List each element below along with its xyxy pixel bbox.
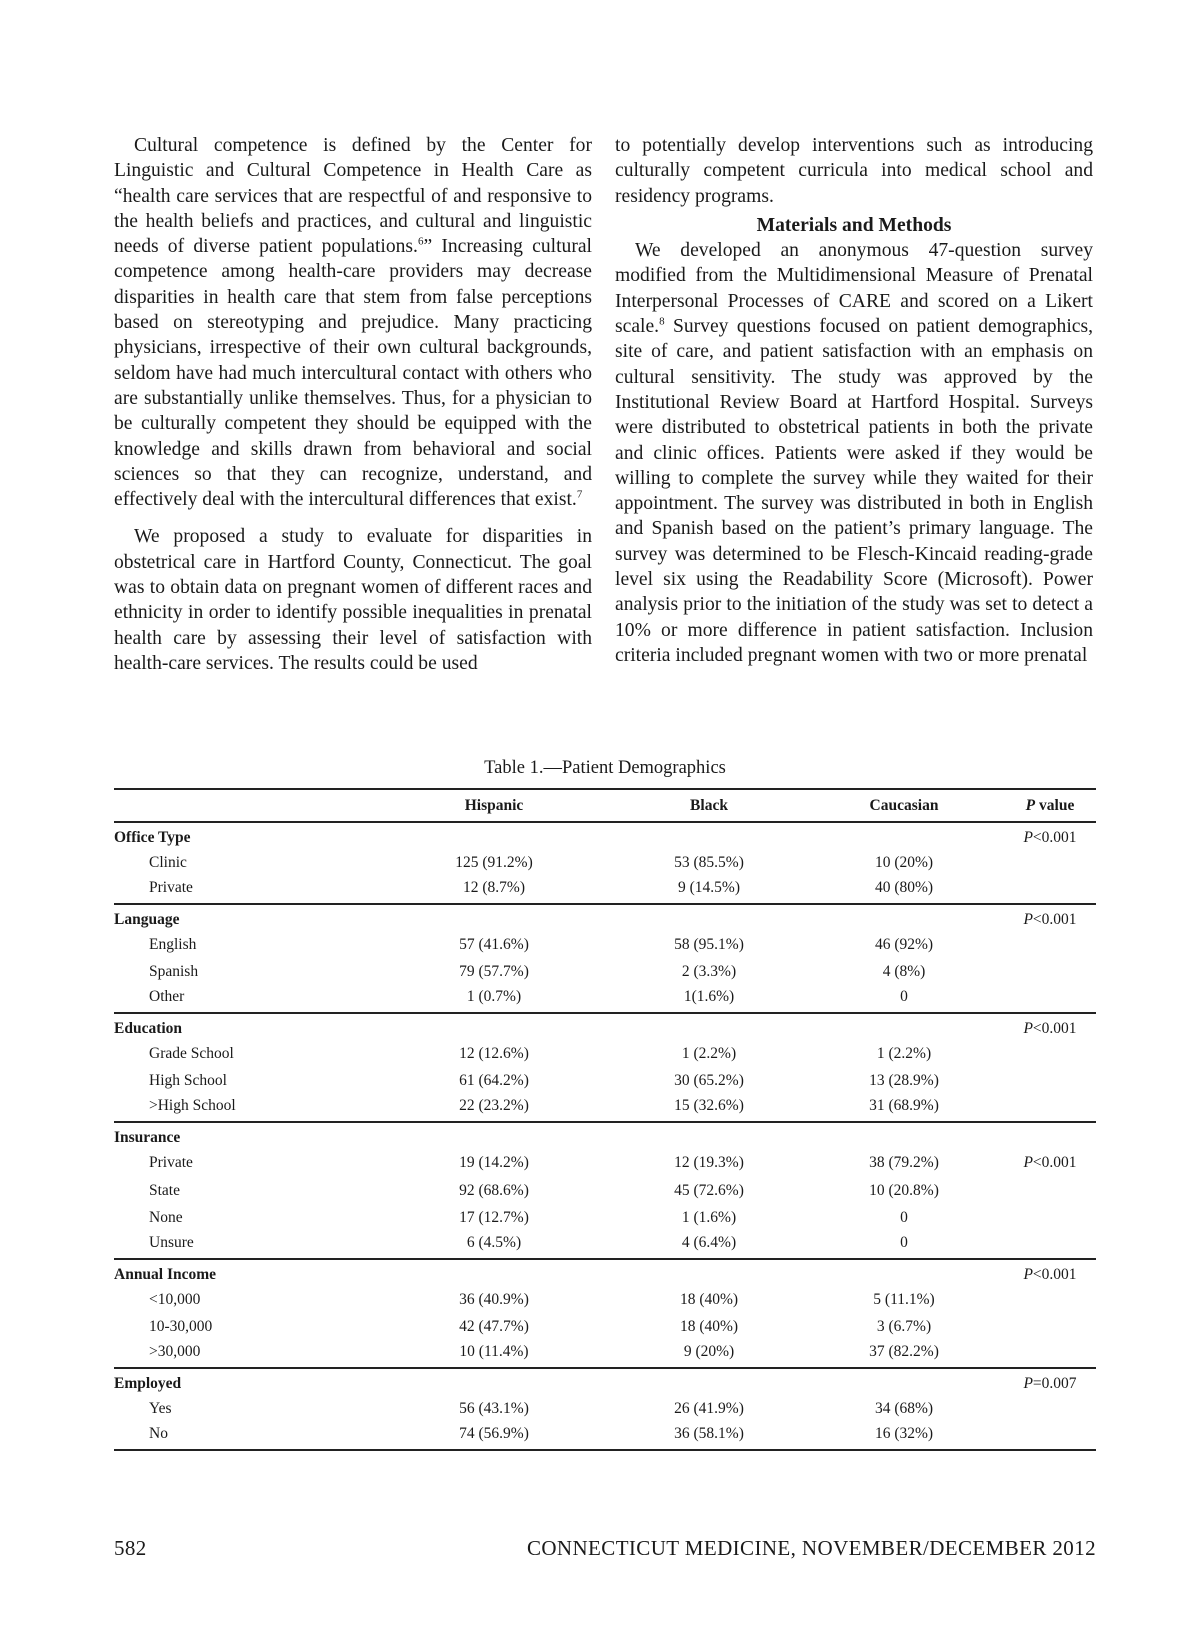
table-cell: 1 (0.7%) [466, 987, 522, 1005]
row-label: >High School [149, 1097, 236, 1115]
table-row [114, 1423, 1096, 1450]
table-cell [374, 822, 614, 849]
row-label: High School [149, 1072, 227, 1090]
table-group-header-row [114, 904, 1096, 931]
table-cell: 56 (43.1%) [459, 1399, 529, 1417]
table-cell: 5 (11.1%) [873, 1290, 935, 1308]
methods-paragraph [615, 238, 1093, 668]
table-cell: 1(1.6%) [683, 987, 735, 1005]
table-cell: 3 (6.7%) [876, 1317, 932, 1335]
table-cell [374, 1013, 614, 1040]
header-label [114, 789, 374, 822]
header-caucasian: Caucasian [869, 796, 939, 814]
table-cell: 61 (64.2%) [459, 1072, 529, 1090]
pvalue-cell: P<0.001 [1023, 1265, 1077, 1283]
table-cell: 0 [900, 987, 908, 1005]
table-cell [374, 1259, 614, 1286]
category-label: Office Type [114, 829, 191, 847]
table-cell: 34 (68%) [874, 1399, 934, 1417]
row-label: English [149, 935, 197, 953]
table-row [114, 1095, 1096, 1122]
table-group-header-row [114, 1259, 1096, 1286]
table-cell: 36 (40.9%) [459, 1290, 529, 1308]
table-group-header-row [114, 1122, 1096, 1149]
table-cell: 19 (14.2%) [459, 1154, 529, 1172]
table-cell: 10 (20%) [874, 853, 934, 871]
table-cell [614, 1122, 804, 1149]
pvalue-cell [1004, 1313, 1096, 1340]
table-row [114, 1395, 1096, 1422]
table-cell: 0 [900, 1208, 908, 1226]
pvalue-cell [1004, 1177, 1096, 1204]
table-row [114, 877, 1096, 904]
table-group [114, 822, 1096, 904]
table-row [114, 1313, 1096, 1340]
table-cell: 30 (65.2%) [674, 1072, 744, 1090]
category-label: Language [114, 911, 180, 929]
row-label: Grade School [149, 1045, 234, 1063]
intro-paragraph [114, 133, 592, 512]
table-cell: 45 (72.6%) [674, 1181, 744, 1199]
table-row [114, 1150, 1096, 1177]
table-row [114, 1040, 1096, 1067]
table-cell: 12 (12.6%) [459, 1045, 529, 1063]
table-cell [374, 1368, 614, 1395]
pvalue-cell [1004, 1423, 1096, 1450]
pvalue-cell [1004, 1095, 1096, 1122]
table-group-header-row [114, 1368, 1096, 1395]
table-row [114, 1286, 1096, 1313]
pvalue-cell [1004, 1341, 1096, 1368]
table-cell: 125 (91.2%) [455, 853, 533, 871]
continuation-paragraph: to potentially develop interventions such as introducing culturally competent curricula into medical school and residency programs. [615, 135, 1093, 207]
intro-text-continued: ” Increasing cultural competence among health-care providers may decrease disparities in health care that stem from false perceptions based on stereotyping and prejudice. Many practicing physicians, irrespective of their own cultural backgrounds, seldom have had much intercultural contact with others who are substantially unlike themselves. Thus, for a physician to be culturally competent they should be equipped with the knowledge and skills drawn from behavioral and social sciences so that they can recognize, understand, and effectively deal with the intercultural differences that exist. [114, 236, 593, 511]
pvalue-cell: P<0.001 [1023, 1020, 1077, 1038]
pvalue-cell: P<0.001 [1023, 911, 1077, 929]
row-label: State [149, 1181, 180, 1199]
table-title: Table 1.—Patient Demographics [484, 758, 726, 778]
table-cell [614, 1259, 804, 1286]
table-cell: 12 (19.3%) [674, 1154, 744, 1172]
pvalue-cell [1004, 877, 1096, 904]
table-cell [804, 904, 1004, 931]
pvalue-cell [1004, 1231, 1096, 1258]
table-cell: 74 (56.9%) [459, 1424, 529, 1442]
table-cell: 15 (32.6%) [674, 1097, 744, 1115]
table-cell: 79 (57.7%) [459, 963, 529, 981]
row-label: No [149, 1424, 168, 1442]
row-label: Private [149, 1154, 193, 1172]
table-cell: 26 (41.9%) [674, 1399, 744, 1417]
pvalue-cell: P<0.001 [1023, 1154, 1077, 1172]
table-group-header-row [114, 1013, 1096, 1040]
table-row [114, 1068, 1096, 1095]
left-column [114, 133, 592, 676]
table-cell: 58 (95.1%) [674, 935, 744, 953]
table-cell [614, 822, 804, 849]
table-cell [804, 1259, 1004, 1286]
reference-7: 7 [576, 488, 583, 501]
table-cell: 42 (47.7%) [459, 1317, 529, 1335]
row-label: Clinic [149, 853, 187, 871]
intro-text: Cultural competence is defined by the Center for Linguistic and Cultural Competence in Health Care as “health care services that are respectful of and responsive to the health beliefs and practices, and cultural and linguistic needs of diverse patient populations. [114, 135, 592, 258]
table-cell [804, 1368, 1004, 1395]
methods-text-continued: Survey questions focused on patient demographics, site of care, and patient satisfaction with an emphasis on cultural sensitivity. The study was approved by the Institutional Review Board at Hartford Hospital. Surveys were distributed to obstetrical patients in both the private and clinic offices. Patients were asked if they would be willing to complete the survey while they waited for their appointment. The survey was distributed in both in English and Spanish based on the patient’s primary language. The survey was determined to be Flesch-Kincaid reading-grade level six using the Readability Score (Microsoft). Power analysis prior to the initiation of the study was set to detect a 10% or more difference in patient satisfaction. Inclusion criteria included pregnant women with two or more prenatal [615, 316, 1093, 666]
reference-6: 6 [417, 235, 424, 248]
row-label: Unsure [149, 1233, 194, 1251]
table-cell [614, 1013, 804, 1040]
table-cell: 17 (12.7%) [459, 1208, 529, 1226]
table-cell: 22 (23.2%) [459, 1097, 529, 1115]
table-cell: 37 (82.2%) [869, 1342, 939, 1360]
table-group [114, 1122, 1096, 1258]
table-cell: 36 (58.1%) [674, 1424, 744, 1442]
category-label: Insurance [114, 1129, 181, 1147]
header-pvalue-p: P [1025, 796, 1036, 814]
table-cell: 16 (32%) [874, 1424, 934, 1442]
table-row [114, 958, 1096, 985]
table-cell [614, 904, 804, 931]
row-label: Other [149, 987, 185, 1005]
table-group [114, 1013, 1096, 1122]
table-cell: 18 (40%) [679, 1290, 739, 1308]
category-label: Annual Income [114, 1265, 217, 1283]
page-number: 582 [114, 1536, 147, 1560]
table-header-row [114, 789, 1096, 822]
table-group [114, 1368, 1096, 1450]
table-cell [374, 1122, 614, 1149]
table-row [114, 986, 1096, 1013]
table-cell: 9 (20%) [683, 1342, 735, 1360]
table-row [114, 1341, 1096, 1368]
table-cell: 9 (14.5%) [678, 878, 740, 896]
category-label: Education [114, 1020, 183, 1038]
row-label: Spanish [149, 963, 199, 981]
table-cell [804, 1122, 1004, 1149]
table-cell: 6 (4.5%) [466, 1233, 522, 1251]
table-row [114, 1231, 1096, 1258]
pvalue-cell [1004, 1395, 1096, 1422]
table-cell [374, 904, 614, 931]
journal-name: CONNECTICUT MEDICINE, NOVEMBER/DECEMBER 2012 [526, 1536, 1096, 1560]
table-row [114, 931, 1096, 958]
row-label: <10,000 [149, 1290, 201, 1308]
row-label: Yes [149, 1399, 172, 1417]
table-group-header-row [114, 822, 1096, 849]
table-cell: 18 (40%) [679, 1317, 739, 1335]
header-pvalue-text: value [1035, 796, 1075, 814]
table-cell: 92 (68.6%) [459, 1181, 529, 1199]
header-hispanic: Hispanic [464, 796, 524, 814]
methods-text: We developed an anonymous 47-question survey modified from the Multidimensional Measure of Prenatal Interpersonal Processes of CARE and scored on a Likert scale. [615, 240, 1093, 338]
table-cell: 1 (2.2%) [876, 1045, 932, 1063]
table-group [114, 904, 1096, 1013]
table-cell: 40 (80%) [874, 878, 934, 896]
table-cell: 38 (79.2%) [869, 1154, 939, 1172]
row-label: Private [149, 878, 193, 896]
pvalue-cell [1004, 1286, 1096, 1313]
pvalue-cell: P=0.007 [1023, 1375, 1077, 1393]
section-heading-methods: Materials and Methods [756, 214, 952, 236]
pvalue-cell [1004, 1068, 1096, 1095]
pvalue-cell [1004, 1040, 1096, 1067]
header-pvalue [1004, 789, 1096, 822]
row-label: >30,000 [149, 1342, 201, 1360]
table-cell: 1 (1.6%) [681, 1208, 737, 1226]
table-cell [614, 1368, 804, 1395]
table-group [114, 1259, 1096, 1368]
pvalue-cell [1004, 849, 1096, 876]
pvalue-cell: P<0.001 [1023, 829, 1077, 847]
table-cell [804, 1013, 1004, 1040]
table-cell: 4 (8%) [882, 963, 926, 981]
table-cell: 4 (6.4%) [681, 1233, 737, 1251]
pvalue-cell [1004, 931, 1096, 958]
table-row [114, 849, 1096, 876]
table-cell: 57 (41.6%) [459, 935, 529, 953]
demographics-table-container [114, 756, 1096, 1451]
table-cell: 10 (11.4%) [459, 1342, 529, 1360]
row-label: None [149, 1208, 183, 1226]
table-cell: 1 (2.2%) [681, 1045, 737, 1063]
table-row [114, 1177, 1096, 1204]
table-cell: 0 [900, 1233, 908, 1251]
table-cell: 53 (85.5%) [674, 853, 744, 871]
demographics-table [114, 788, 1096, 1451]
reference-8: 8 [659, 315, 665, 328]
table-cell [804, 822, 1004, 849]
row-label: 10-30,000 [149, 1317, 213, 1335]
pvalue-cell [1004, 1122, 1096, 1149]
table-cell: 2 (3.3%) [681, 963, 737, 981]
table-row [114, 1204, 1096, 1231]
pvalue-cell [1004, 986, 1096, 1013]
right-column [615, 133, 1093, 668]
table-cell: 13 (28.9%) [869, 1072, 939, 1090]
pvalue-cell [1004, 1204, 1096, 1231]
study-proposal-paragraph: We proposed a study to evaluate for disparities in obstetrical care in Hartford County, Connecticut. The goal was to obtain data on pregnant women of different races and ethnicity in order to identify possible inequalities in prenatal health care by assessing their level of satisfaction with health-care services. The results could be used [114, 526, 592, 674]
table-cell: 31 (68.9%) [869, 1097, 939, 1115]
table-cell: 10 (20.8%) [869, 1181, 939, 1199]
category-label: Employed [114, 1375, 182, 1393]
table-cell: 46 (92%) [874, 935, 934, 953]
pvalue-cell [1004, 958, 1096, 985]
header-black: Black [690, 796, 728, 814]
table-cell: 12 (8.7%) [463, 878, 525, 896]
